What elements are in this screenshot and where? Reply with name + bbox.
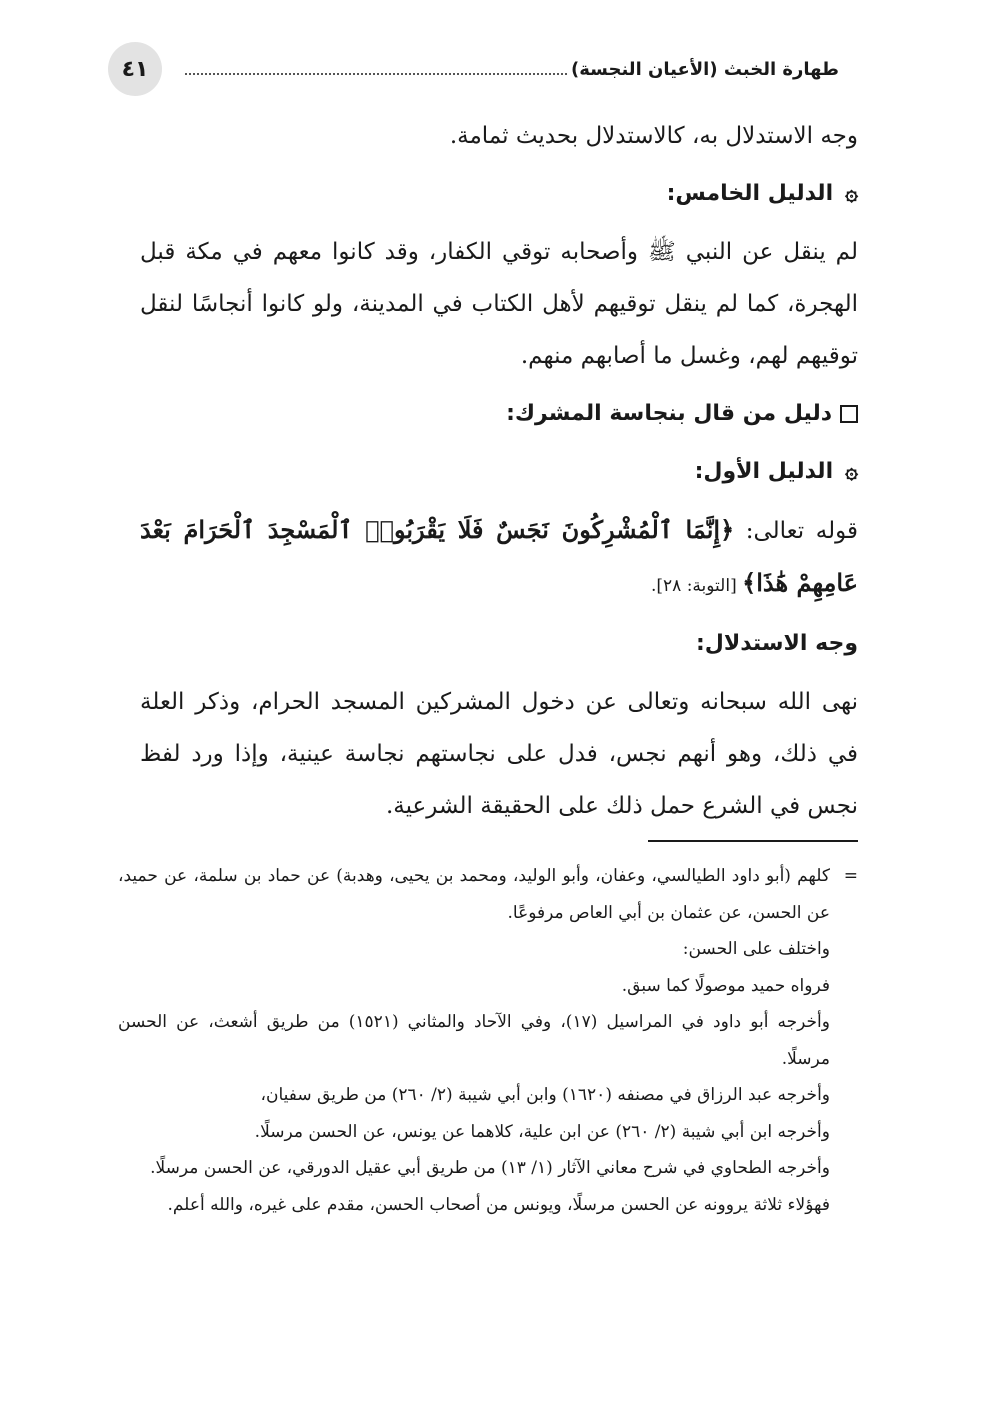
footnote-text: وأخرجه أبو داود في المراسيل (١٧)، وفي الآحاد والمثاني (١٥٢١) من طريق أشعث، عن الحسن مرسلًا.	[118, 1012, 830, 1069]
footnote-item	[118, 1150, 858, 1187]
footnote-item	[118, 1004, 858, 1077]
verse-paragraph	[140, 504, 858, 612]
footnote-item	[118, 1187, 858, 1224]
heading-fifth-evidence	[140, 168, 858, 220]
footnote-text: وأخرجه عبد الرزاق في مصنفه (١٦٢٠) وابن أبي شيبة (٢/ ٢٦٠) من طريق سفيان،	[260, 1085, 830, 1105]
page-number: ٤١	[108, 42, 162, 96]
footnote-item	[118, 1114, 858, 1151]
verse-reference: [التوبة: ٢٨].	[650, 576, 743, 596]
footnote-text: واختلف على الحسن:	[682, 939, 830, 959]
footnote-item	[118, 858, 858, 931]
heading-inference: وجه الاستدلال:	[695, 631, 858, 656]
ornament-icon: ۞	[845, 181, 858, 206]
ornament-icon: ۞	[845, 459, 858, 484]
paragraph-2: لم ينقل عن النبي ﷺ وأصحابه توقي الكفار، وقد كانوا معهم في مكة قبل الهجرة، كما لم ينقل توقيهم لأهل الكتاب في المدينة، ولو كانوا أنجاسًا لنقل توقيهم لهم، وغسل ما أصابهم منهم.	[140, 239, 858, 369]
paragraph-1: وجه الاستدلال به، كالاستدلال بحديث ثمامة.	[449, 123, 858, 149]
footnote-text: فرواه حميد موصولًا كما سبق.	[621, 975, 830, 996]
heading-first-evidence	[140, 446, 858, 498]
heading-text: الدليل الأول:	[694, 459, 834, 484]
footnote-item	[118, 931, 858, 968]
heading-impurity-opinion	[140, 388, 858, 440]
heading-text: الدليل الخامس:	[666, 181, 834, 206]
quran-verse: ﴿إِنَّمَا ٱلْمُشْرِكُونَ نَجَسٌ فَلَا يَقْرَبُوا۟ ٱلْمَسْجِدَ ٱلْحَرَامَ بَعْدَ عَامِهِمْ هَٰذَا﴾	[140, 515, 858, 597]
footnote-item	[118, 968, 858, 1005]
footnote-text: كلهم (أبو داود الطيالسي، وعفان، وأبو الوليد، ومحمد بن يحيى، وهدبة) عن حماد بن سلمة، عن حميد، عن الحسن، عن عثمان بن أبي العاص مرفوعًا.	[118, 866, 830, 923]
footnote-text: وأخرجه ابن أبي شيبة (٢/ ٢٦٠) عن ابن علية، كلاهما عن يونس، عن الحسن مرسلًا.	[254, 1121, 830, 1142]
footnote-text: وأخرجه الطحاوي في شرح معاني الآثار (١/ ١٣) من طريق أبي عقيل الدورقي، عن الحسن مرسلًا.	[150, 1158, 830, 1178]
verse-intro: قوله تعالى:	[734, 518, 858, 544]
footnote-item	[118, 1077, 858, 1114]
paragraph-4: نهى الله سبحانه وتعالى عن دخول المشركين المسجد الحرام، وذكر العلة في ذلك، وهو أنهم نجس، فدل على نجاستهم نجاسة عينية، وإذا ورد لفظ نجس في الشرع حمل ذلك على الحقيقة الشرعية.	[140, 689, 858, 819]
main-text	[140, 110, 858, 832]
footnotes	[118, 858, 858, 1223]
continuation-marker: =	[843, 866, 858, 886]
footnote-text: فهؤلاء ثلاثة يروونه عن الحسن مرسلًا، ويونس من أصحاب الحسن، مقدم على غيره، والله أعلم.	[167, 1194, 830, 1215]
running-head	[185, 52, 843, 86]
footnote-separator	[648, 840, 858, 842]
heading-text: دليل من قال بنجاسة المشرك:	[506, 401, 832, 426]
checkbox-square-icon	[840, 405, 858, 423]
running-title: طهارة الخبث (الأعيان النجسة)	[571, 58, 839, 80]
leader-dots	[185, 73, 567, 75]
